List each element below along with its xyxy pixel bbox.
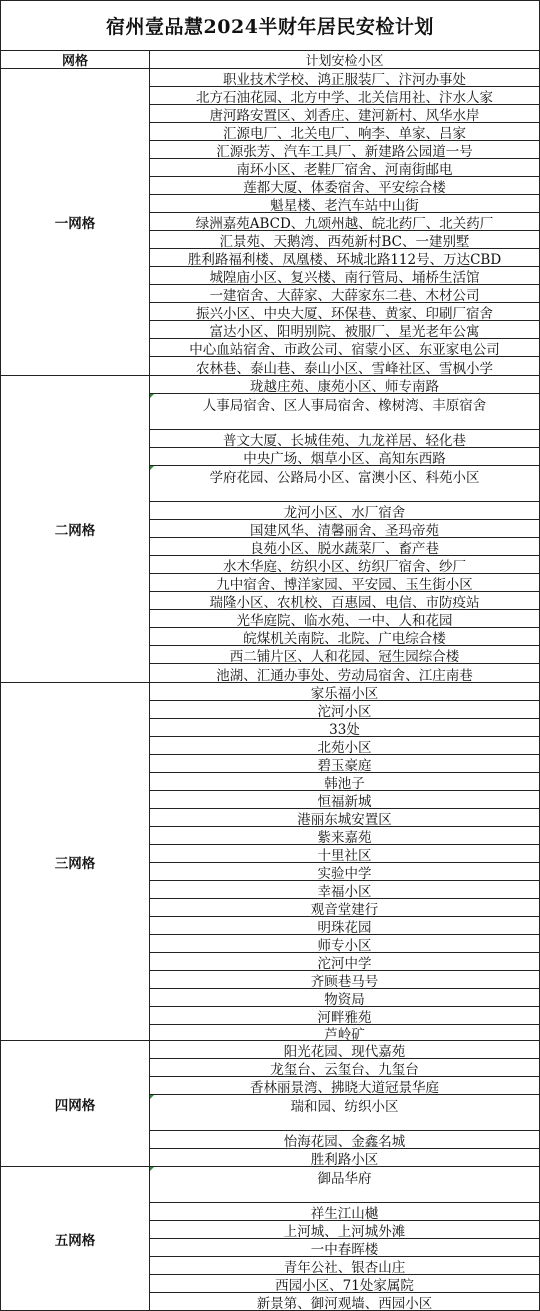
community-text: 祥生江山樾	[310, 1205, 379, 1221]
community-text: 唐河路安置区、刘香庄、建河新村、风华水岸	[209, 107, 480, 123]
community-row	[150, 935, 539, 953]
community-list	[150, 683, 539, 1040]
grid-name: 五网格	[1, 1167, 150, 1310]
community-row	[150, 1131, 539, 1149]
community-row	[150, 357, 539, 376]
community-row	[150, 971, 539, 989]
community-row	[150, 863, 539, 881]
cell-comment-marker	[150, 1095, 154, 1099]
community-row	[150, 285, 539, 303]
community-list	[150, 376, 539, 682]
community-text: 33处	[329, 721, 360, 737]
community-text: 富达小区、阳明别院、被服厂、星光老年公寓	[209, 323, 480, 339]
community-row	[150, 231, 539, 249]
community-text: 家乐福小区	[310, 685, 379, 701]
community-text: 瑞隆小区、农机校、百惠园、电信、市防疫站	[209, 594, 480, 610]
community-text: 皖煤机关南院、北院、广电综合楼	[243, 630, 446, 646]
community-row	[150, 1203, 539, 1221]
grid-block	[1, 683, 539, 1041]
community-row	[150, 917, 539, 935]
cell-comment-marker	[150, 466, 154, 470]
community-row	[150, 1095, 539, 1131]
community-row	[150, 845, 539, 863]
community-row	[150, 105, 539, 123]
community-text: 池湖、汇通办事处、劳动局宿舍、江庄南巷	[216, 667, 473, 683]
community-row	[150, 267, 539, 285]
community-text: 西园小区、71处家属院	[275, 1277, 414, 1293]
grid-block	[1, 1041, 539, 1167]
community-text: 龙玺台、云玺台、九玺台	[270, 1061, 419, 1077]
community-text: 怡海花园、金鑫名城	[283, 1133, 406, 1149]
grid-name: 二网格	[1, 376, 150, 682]
community-row	[150, 610, 539, 628]
community-list	[150, 1041, 539, 1166]
community-row	[150, 339, 539, 357]
grid-name: 一网格	[1, 69, 150, 375]
community-text: 职业技术学校、鸿正服装厂、汴河办事处	[223, 71, 466, 87]
community-text: 恒福新城	[317, 793, 372, 809]
community-text: 中心血站宿舍、市政公司、宿蒙小区、东亚家电公司	[189, 341, 500, 357]
community-row	[150, 394, 539, 430]
community-row	[150, 664, 539, 683]
community-row	[150, 773, 539, 791]
community-text: 汇源张芳、汽车工具厂、新建路公园道一号	[216, 143, 473, 159]
community-list	[150, 1167, 539, 1310]
grid-name: 三网格	[1, 683, 150, 1040]
community-text: 学府花园、公路局小区、富澳小区、科苑小区	[209, 470, 480, 486]
community-text: 实验中学	[317, 865, 372, 881]
community-text: 珑越庄苑、康苑小区、师专南路	[250, 378, 439, 394]
community-row	[150, 628, 539, 646]
community-text: 九中宿舍、博洋家园、平安园、玉生街小区	[216, 576, 473, 592]
community-text: 青年公社、银杏山庄	[283, 1259, 406, 1275]
community-text: 一建宿舍、大薛家、大薛家东二巷、木材公司	[209, 287, 480, 303]
community-text: 魁星楼、老汽车站中山街	[270, 197, 419, 213]
community-row	[150, 430, 539, 448]
community-row	[150, 1149, 539, 1167]
community-text: 良苑小区、脱水蔬菜厂、畜产巷	[250, 540, 439, 556]
header-grid: 网格	[1, 51, 150, 69]
community-text: 汇景苑、天鹅湾、西苑新村BC、一建别墅	[219, 233, 470, 249]
community-text: 绿洲嘉苑ABCD、九颂州越、皖北药厂、北关药厂	[195, 215, 494, 231]
community-text: 国建风华、清馨丽舍、圣玛帝苑	[250, 522, 439, 538]
community-row	[150, 249, 539, 267]
grid-block	[1, 69, 539, 376]
community-text: 城隍庙小区、复兴楼、南行管局、埇桥生活馆	[209, 269, 480, 285]
community-row	[150, 520, 539, 538]
community-row	[150, 1167, 539, 1203]
community-text: 沱河小区	[317, 703, 372, 719]
community-row	[150, 791, 539, 809]
community-text: 汇源电厂、北关电厂、响李、单家、吕家	[223, 125, 466, 141]
community-row	[150, 1007, 539, 1025]
community-row	[150, 881, 539, 899]
community-row	[150, 701, 539, 719]
community-text: 碧玉豪庭	[317, 757, 372, 773]
cell-comment-marker	[150, 1167, 154, 1171]
community-row	[150, 1293, 539, 1310]
community-row	[150, 195, 539, 213]
community-row	[150, 502, 539, 520]
community-row	[150, 755, 539, 773]
community-text: 紫来嘉苑	[317, 829, 372, 845]
community-text: 幸福小区	[317, 883, 372, 899]
community-text: 胜利路小区	[310, 1152, 379, 1167]
community-row	[150, 466, 539, 502]
community-text: 龙河小区、水厂宿舍	[283, 504, 406, 520]
community-row	[150, 141, 539, 159]
community-row	[150, 809, 539, 827]
community-row	[150, 376, 539, 394]
community-text: 北苑小区	[317, 739, 372, 755]
community-text: 上河城、上河城外滩	[283, 1223, 406, 1239]
community-row	[150, 737, 539, 755]
community-row	[150, 953, 539, 971]
community-row	[150, 69, 539, 87]
community-text: 新景第、御河观墙、西园小区	[256, 1295, 433, 1310]
community-row	[150, 1041, 539, 1059]
community-row	[150, 827, 539, 845]
community-text: 莲都大厦、体委宿舍、平安综合楼	[243, 179, 446, 195]
community-text: 阳光花园、现代嘉苑	[283, 1043, 406, 1059]
page-title: 宿州壹品慧2024半财年居民安检计划	[1, 1, 539, 51]
community-text: 农林巷、泰山巷、泰山小区、雪峰社区、雪枫小学	[196, 360, 493, 376]
grid-name: 四网格	[1, 1041, 150, 1166]
community-text: 一中春晖楼	[310, 1241, 379, 1257]
community-row	[150, 1077, 539, 1095]
community-text: 中央广场、烟草小区、高知东西路	[243, 450, 446, 466]
community-text: 观音堂建行	[310, 901, 379, 917]
header-plan: 计划安检小区	[150, 51, 539, 69]
community-text: 齐顾巷马号	[310, 973, 379, 989]
community-text: 明珠花园	[317, 919, 372, 935]
community-row	[150, 989, 539, 1007]
community-text: 胜利路福利楼、凤凰楼、环城北路112号、万达CBD	[187, 251, 502, 267]
community-row	[150, 1275, 539, 1293]
community-text: 光华庭院、临水苑、一中、人和花园	[236, 612, 453, 628]
community-text: 师专小区	[317, 937, 372, 953]
community-text: 河畔雅苑	[317, 1009, 372, 1025]
community-text: 十里社区	[317, 847, 372, 863]
community-text: 北方石油花园、北方中学、北关信用社、汴水人家	[196, 89, 493, 105]
community-row	[150, 87, 539, 105]
community-text: 西二铺片区、人和花园、冠生园综合楼	[229, 648, 460, 664]
community-row	[150, 574, 539, 592]
community-text: 御品华府	[317, 1171, 372, 1187]
community-row	[150, 646, 539, 664]
grid-block	[1, 376, 539, 683]
community-list	[150, 69, 539, 375]
community-row	[150, 177, 539, 195]
cell-comment-marker	[150, 394, 154, 398]
community-row	[150, 1221, 539, 1239]
community-text: 振兴小区、中央大厦、环保巷、黄家、印刷厂宿舍	[196, 305, 493, 321]
community-text: 港丽东城安置区	[297, 811, 392, 827]
community-row	[150, 159, 539, 177]
community-row	[150, 303, 539, 321]
community-row	[150, 1257, 539, 1275]
community-row	[150, 538, 539, 556]
community-row	[150, 592, 539, 610]
community-row	[150, 683, 539, 701]
community-text: 水木华庭、纺织小区、纺织厂宿舍、纱厂	[223, 558, 466, 574]
community-row	[150, 123, 539, 141]
community-row	[150, 213, 539, 231]
community-row	[150, 1239, 539, 1257]
community-row	[150, 556, 539, 574]
community-row	[150, 899, 539, 917]
grid-block	[1, 1167, 539, 1310]
community-text: 南环小区、老鞋厂宿舍、河南街邮电	[236, 161, 453, 177]
community-row	[150, 1059, 539, 1077]
community-text: 韩池子	[324, 775, 365, 791]
community-row	[150, 719, 539, 737]
community-text: 香林丽景湾、拂晓大道冠景华庭	[250, 1079, 439, 1095]
community-text: 普文大厦、长城佳苑、九龙祥居、轻化巷	[223, 432, 466, 448]
community-row	[150, 1025, 539, 1041]
community-text: 物资局	[324, 991, 365, 1007]
community-row	[150, 448, 539, 466]
community-row	[150, 321, 539, 339]
community-text: 人事局宿舍、区人事局宿舍、橡树湾、丰原宿舍	[202, 398, 487, 414]
community-text: 沱河中学	[317, 955, 372, 971]
community-text: 瑞和园、纺织小区	[290, 1099, 399, 1115]
community-text: 芦岭矿	[324, 1027, 365, 1041]
